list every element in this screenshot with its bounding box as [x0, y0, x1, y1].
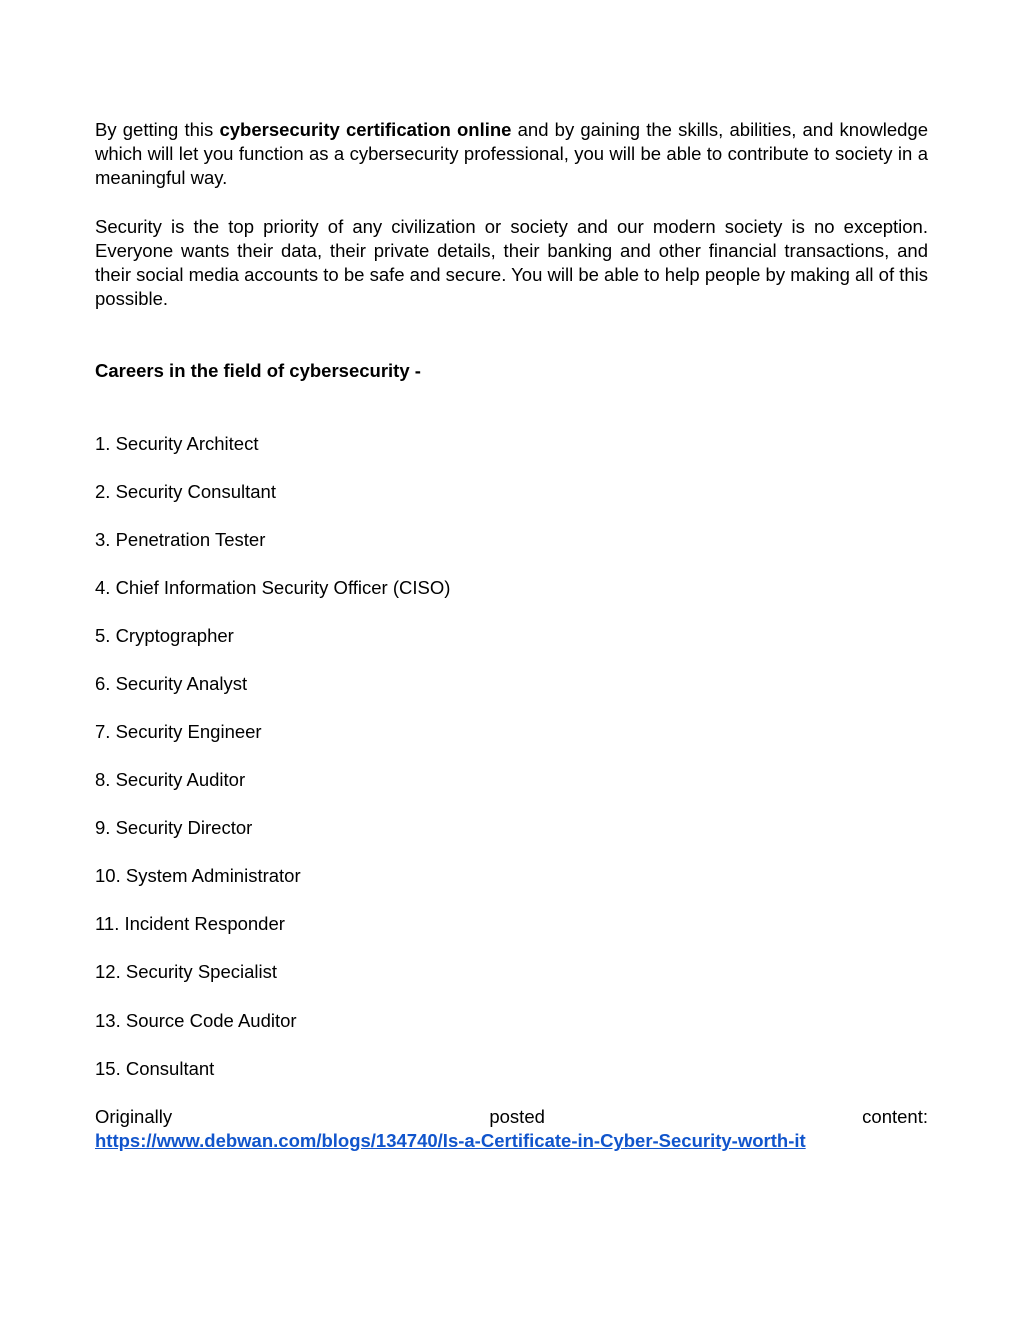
career-item: 12. Security Specialist [95, 961, 278, 983]
career-item: 9. Security Director [95, 817, 253, 839]
intro-rest-text: and by gaining the skills, abilities, and knowledge which will let you function as a cybersecurity professional, you will be able to contribute to society in a meaningful way. [95, 119, 928, 189]
careers-heading: Careers in the field of cybersecurity - [95, 360, 421, 382]
career-item: 7. Security Engineer [95, 721, 262, 743]
career-item: 3. Penetration Tester [95, 528, 266, 550]
career-item: 5. Cryptographer [95, 624, 234, 646]
source-word-content: content: [862, 1105, 928, 1127]
source-word-originally: Originally [95, 1105, 173, 1127]
source-link[interactable]: https://www.debwan.com/blogs/134740/Is-a-Certificate-in-Cyber-Security-worth-it [95, 1129, 806, 1151]
certification-emphasis: cybersecurity certification online [219, 119, 512, 140]
career-item: 1. Security Architect [95, 432, 259, 454]
source-attribution [95, 1105, 928, 1153]
career-item: 15. Consultant [95, 1057, 215, 1079]
document-body [95, 118, 928, 1153]
intro-lead-text: By getting this [95, 119, 220, 140]
source-caption [95, 1105, 928, 1129]
careers-list [95, 432, 928, 1081]
career-item: 10. System Administrator [95, 865, 301, 887]
intro-paragraph [95, 118, 928, 191]
security-paragraph: Security is the top priority of any civilization or society and our modern society is no exception. Everyone wants their data, their private details, their banking and other financial transactions, and their social media accounts to be safe and secure. You will be able to help people by making all of this possible. [95, 215, 929, 310]
career-item: 6. Security Analyst [95, 673, 248, 695]
source-word-posted: posted [489, 1105, 545, 1127]
career-item: 4. Chief Information Security Officer (CISO) [95, 576, 451, 598]
career-item: 11. Incident Responder [95, 913, 285, 935]
career-item: 2. Security Consultant [95, 480, 276, 502]
career-item: 8. Security Auditor [95, 769, 246, 791]
career-item: 13. Source Code Auditor [95, 1009, 297, 1031]
